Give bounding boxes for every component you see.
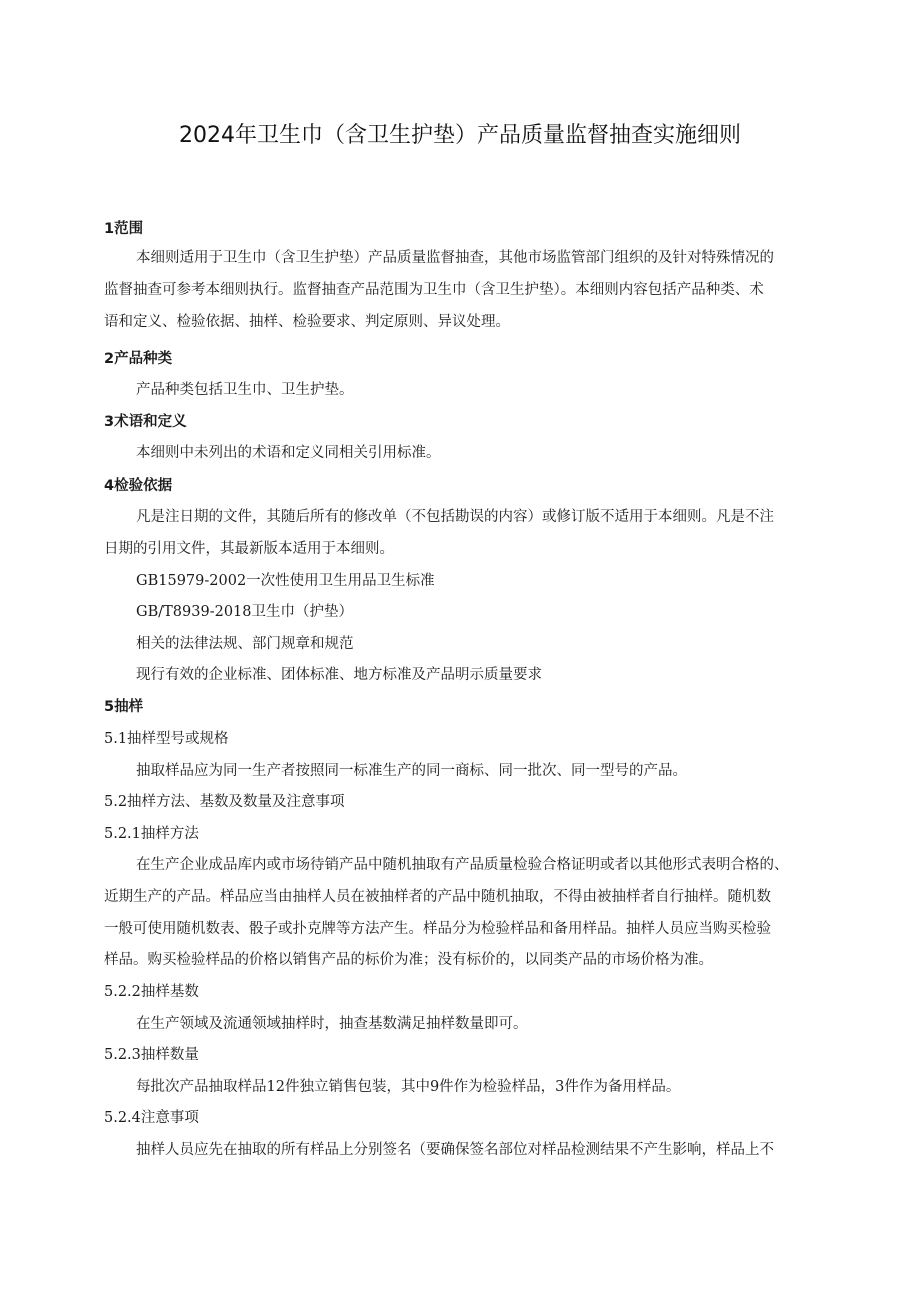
subsection-heading: 5.2抽样方法、基数及数量及注意事项: [104, 794, 345, 810]
paragraph-line: 样品。购买检验样品的价格以销售产品的标价为准；没有标价的，以同类产品的市场价格为准。: [104, 952, 713, 968]
subsection-heading: 5.1抽样型号或规格: [104, 731, 229, 747]
paragraph-line: 每批次产品抽取样品12件独立销售包装，其中9件作为检验样品，3件作为备用样品。: [136, 1079, 681, 1095]
subsection-heading: 5.2.4注意事项: [104, 1110, 199, 1126]
paragraph-line: 日期的引用文件，其最新版本适用于本细则。: [104, 541, 394, 557]
subsection-heading: 5.2.2抽样基数: [104, 984, 199, 1000]
paragraph-line: 抽取样品应为同一生产者按照同一标准生产的同一商标、同一批次、同一型号的产品。: [136, 763, 687, 779]
document-title: 2024年卫生巾（含卫生护垫）产品质量监督抽查实施细则: [179, 123, 741, 148]
subsection-heading: 5.2.3抽样数量: [104, 1047, 199, 1063]
reference-item: GB15979-2002一次性使用卫生用品卫生标准: [136, 573, 435, 589]
paragraph-line: 一般可使用随机数表、骰子或扑克牌等方法产生。样品分为检验样品和备用样品。抽样人员应当购买检验: [104, 921, 771, 937]
subsection-heading: 5.2.1抽样方法: [104, 826, 199, 842]
section-heading-scope: 1范围: [104, 221, 144, 237]
paragraph-line: 本细则适用于卫生巾（含卫生护垫）产品质量监督抽查，其他市场监管部门组织的及针对特殊情况的: [136, 250, 774, 266]
paragraph-line: 在生产领域及流通领域抽样时，抽查基数满足抽样数量即可。: [136, 1016, 528, 1032]
section-heading-terms: 3术语和定义: [104, 414, 187, 430]
paragraph-line: 监督抽查可参考本细则执行。监督抽查产品范围为卫生巾（含卫生护垫）。本细则内容包括产品种类、术: [104, 282, 764, 298]
section-heading-sampling: 5抽样: [104, 699, 144, 715]
paragraph-line: 凡是注日期的文件，其随后所有的修改单（不包括勘误的内容）或修订版不适用于本细则。凡是不注: [136, 509, 774, 525]
reference-item: GB/T8939-2018卫生巾（护垫）: [136, 604, 353, 620]
section-heading-basis: 4检验依据: [104, 478, 173, 494]
paragraph-line: 产品种类包括卫生巾、卫生护垫。: [136, 382, 354, 398]
paragraph-line: 语和定义、检验依据、抽样、检验要求、判定原则、异议处理。: [104, 314, 510, 330]
paragraph-line: 近期生产的产品。样品应当由抽样人员在被抽样者的产品中随机抽取，不得由被抽样者自行抽样。随机数: [104, 889, 771, 905]
section-heading-product-types: 2产品种类: [104, 351, 173, 367]
paragraph-line: 本细则中未列出的术语和定义同相关引用标准。: [136, 445, 441, 461]
paragraph-line: 在生产企业成品库内或市场待销产品中随机抽取有产品质量检验合格证明或者以其他形式表明合格的、: [136, 857, 789, 873]
reference-item: 相关的法律法规、部门规章和规范: [136, 636, 354, 652]
paragraph-line: 抽样人员应先在抽取的所有样品上分别签名（要确保签名部位对样品检测结果不产生影响，样品上不: [136, 1142, 774, 1158]
reference-item: 现行有效的企业标准、团体标准、地方标准及产品明示质量要求: [136, 667, 542, 683]
